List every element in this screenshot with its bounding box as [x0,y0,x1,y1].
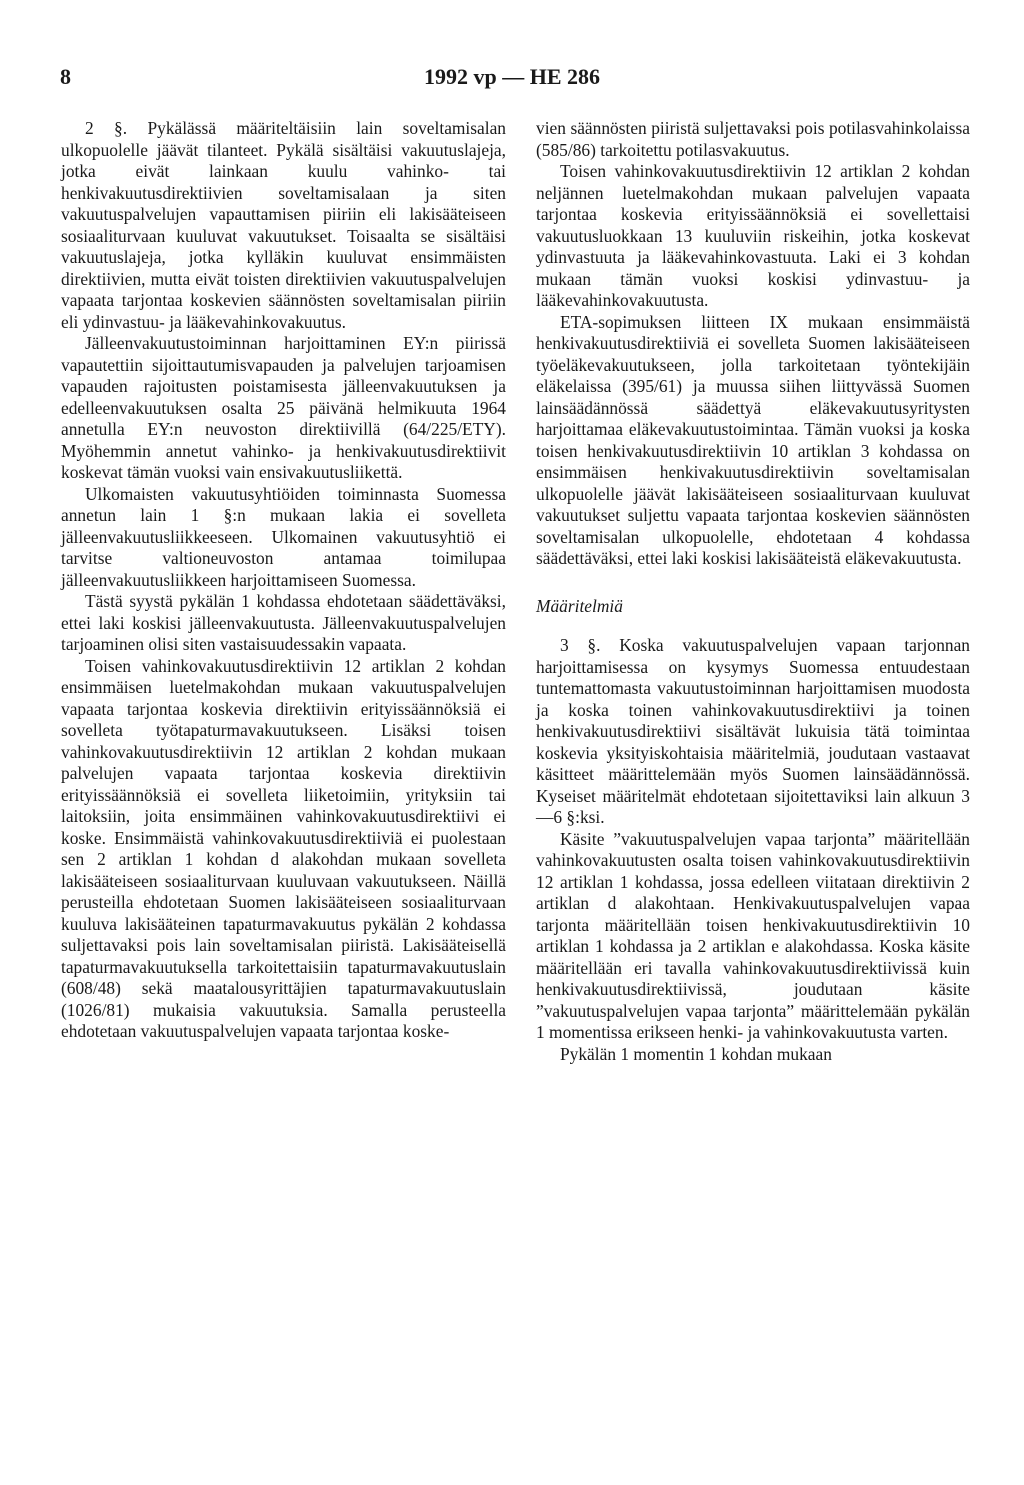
paragraph-10: Pykälän 1 momentin 1 kohdan mukaan [560,1043,832,1064]
paragraph-4: Tästä syystä pykälän 1 kohdassa ehdotetaan säädettäväksi, ettei laki koskisi jälleenvakuutusta. Jälleenvakuutuspalvelujen tarjoaminen olisi siten vastaisuudessakin vapaata. [61,591,506,654]
right-column [536,118,970,1065]
page-number: 8 [60,64,71,89]
paragraph-8: 3 §. Koska vakuutuspalvelujen vapaan tarjonnan harjoittamisessa on kysymys Suomessa entuudestaan tuntemattomasta vakuutustoiminnan harjoittamisen muodosta ja koska toinen vahinkovakuutusdirektiivi ja toinen henkivakuutusdirektiivi sisältävät lukuisia tätä toimintaa koskevia yksityiskohtaisia määritelmiä, joudutaan vastaavat käsitteet määrittelemään myös Suomen lainsäädännössä. Kyseiset määritelmät ehdotetaan sijoitettaviksi lain alkuun 3—6 §:ksi. [536,635,970,827]
paragraph-6: Toisen vahinkovakuutusdirektiivin 12 artiklan 2 kohdan neljännen luetelmakohdan mukaan palvelujen vapaata tarjontaa koskevia erityissäännöksiä ei sovellettaisi vakuutusluokkaan 13 kuuluviin riskeihin, jotka koskevat ydinvastuuta ja lääkevahinkovastuuta. Laki ei 3 kohdan mukaan tämän vuoksi koskisi ydinvastuu- ja lääkevahinkovakuutusta. [536,161,970,310]
section-heading: Määritelmiä [536,595,623,616]
paragraph-7: ETA-sopimuksen liitteen IX mukaan ensimmäistä henkivakuutusdirektiiviä ei sovelleta Suomen lakisääteiseen työeläkevakuutukseen, jolla tarkoitetaan työntekijäin eläkelaissa (395/61) ja muussa siihen liittyvässä Suomen lainsäädännössä säädettyä eläkevakuutusyritysten harjoittamaa eläkevakuutustoimintaa. Tämän vuoksi ja koska toisen henkivakuutusdirektiivin 10 artiklan 3 kohdassa on ensimmäisen henkivakuutusdirektiivin soveltamisalan ulkopuolelle jäävät lakisääteiseen sosiaaliturvaan kuuluvat vakuutukset suljettu vapaata tarjontaa koskevien säännösten soveltamisalan ulkopuolelle, ehdotetaan 4 kohdassa säädettäväksi, ettei laki koskisi lakisääteistä eläkevakuutusta. [536,311,970,568]
paragraph-2: Jälleenvakuutustoiminnan harjoittaminen EY:n piirissä vapautettiin sijoittautumisvapauden ja palvelujen tarjoamisen vapauden rajoitusten poistamisesta jälleenvakuutuksen ja edelleenvakuutuksen osalta 25 päivänä helmikuuta 1964 annetulla EY:n neuvoston direktiivillä (64/225/ETY). Myöhemmin annetut vahinko- ja henkivakuutusdirektiivit koskevat tämän vuoksi vain ensivakuutusliikettä. [61,333,506,482]
paragraph-9: Käsite ”vakuutuspalvelujen vapaa tarjonta” määritellään vahinkovakuutusten osalta toisen vahinkovakuutusdirektiivin 12 artiklan 1 kohdassa, jossa edelleen viitataan direktiivin 2 artiklan d alakohtaan. Henkivakuutuspalvelujen vapaa tarjonta määritellään toisen henkivakuutusdirektiivin 10 artiklan 1 kohdassa ja 2 artiklan e alakohdassa. Koska käsite määritellään eri tavalla vahinkovakuutusdirektiivissä kuin henkivakuutusdirektiivissä, joudutaan käsite ”vakuutuspalvelujen vapaa tarjonta” määrittelemään pykälän 1 momentissa erikseen henki- ja vahinkovakuutusta varten. [536,828,970,1042]
paragraph-3: Ulkomaisten vakuutusyhtiöiden toiminnasta Suomessa annetun lain 1 §:n mukaan lakia ei sovelleta jälleenvakuutusliikkeeseen. Ulkomainen vakuutusyhtiö ei tarvitse valtioneuvoston antamaa toimilupaa jälleenvakuutusliikkeen harjoittamiseen Suomessa. [61,483,506,590]
running-head: 1992 vp — HE 286 [423,64,601,89]
paragraph-1: 2 §. Pykälässä määriteltäisiin lain soveltamisalan ulkopuolelle jäävät tilanteet. Pykälä sisältäisi vakuutuslajeja, jotka eivät lainkaan kuulu vahinko- tai henkivakuutusdirektiivien soveltamisalaan ja siten vakuutuspalvelujen vapauttamisen piiriin eli lakisääteiseen sosiaaliturvaan kuuluvat vakuutukset. Toisaalta se sisältäisi vakuutuslajeja, jotka kylläkin kuuluvat ensimmäisten direktiivien, mutta eivät toisten direktiivien vakuutuspalvelujen vapaata tarjontaa koskevien säännösten soveltamisalan piiriin eli ydinvastuu- ja lääkevahinkovakuutus. [61,118,506,332]
paragraph-continued: vien säännösten piiristä suljettavaksi pois potilasvahinkolaissa (585/86) tarkoitettu potilasvakuutus. [536,118,970,160]
paragraph-5: Toisen vahinkovakuutusdirektiivin 12 artiklan 2 kohdan ensimmäisen luetelmakohdan mukaan vakuutuspalvelujen vapaata tarjontaa koskevia direktiivin erityissäännöksiä ei sovelleta työtapaturmavakuutukseen. Lisäksi toisen vahinkovakuutusdirektiivin 12 artiklan 2 kohdan mukaan palvelujen vapaata tarjontaa koskevia direktiivin erityissäännöksiä ei sovelleta liiketoimiin, yrityksiin tai laitoksiin, joita ensimmäinen vahinkovakuutusdirektiivi ei koske. Ensimmäistä vahinkovakuutusdirektiiviä ei puolestaan sen 2 artiklan 1 kohdan d alakohdan mukaan sovelleta lakisääteiseen sosiaaliturvaan kuuluvaan vakuutukseen. Näillä perusteilla ehdotetaan Suomen lakisääteiseen sosiaaliturvaan kuuluva lakisääteinen tapaturmavakuutus pykälän 2 kohdassa suljettavaksi pois lain soveltamisalan piiristä. Lakisääteisellä tapaturmavakuutuksella tarkoitettaisiin tapaturmavakuutuslain (608/48) sekä maatalousyrittäjien tapaturmavakuutuslain (1026/81) mukaisia vakuutuksia. Samalla perusteella ehdotetaan vakuutuspalvelujen vapaata tarjontaa koske- [61,655,506,1041]
left-column [61,118,506,1043]
